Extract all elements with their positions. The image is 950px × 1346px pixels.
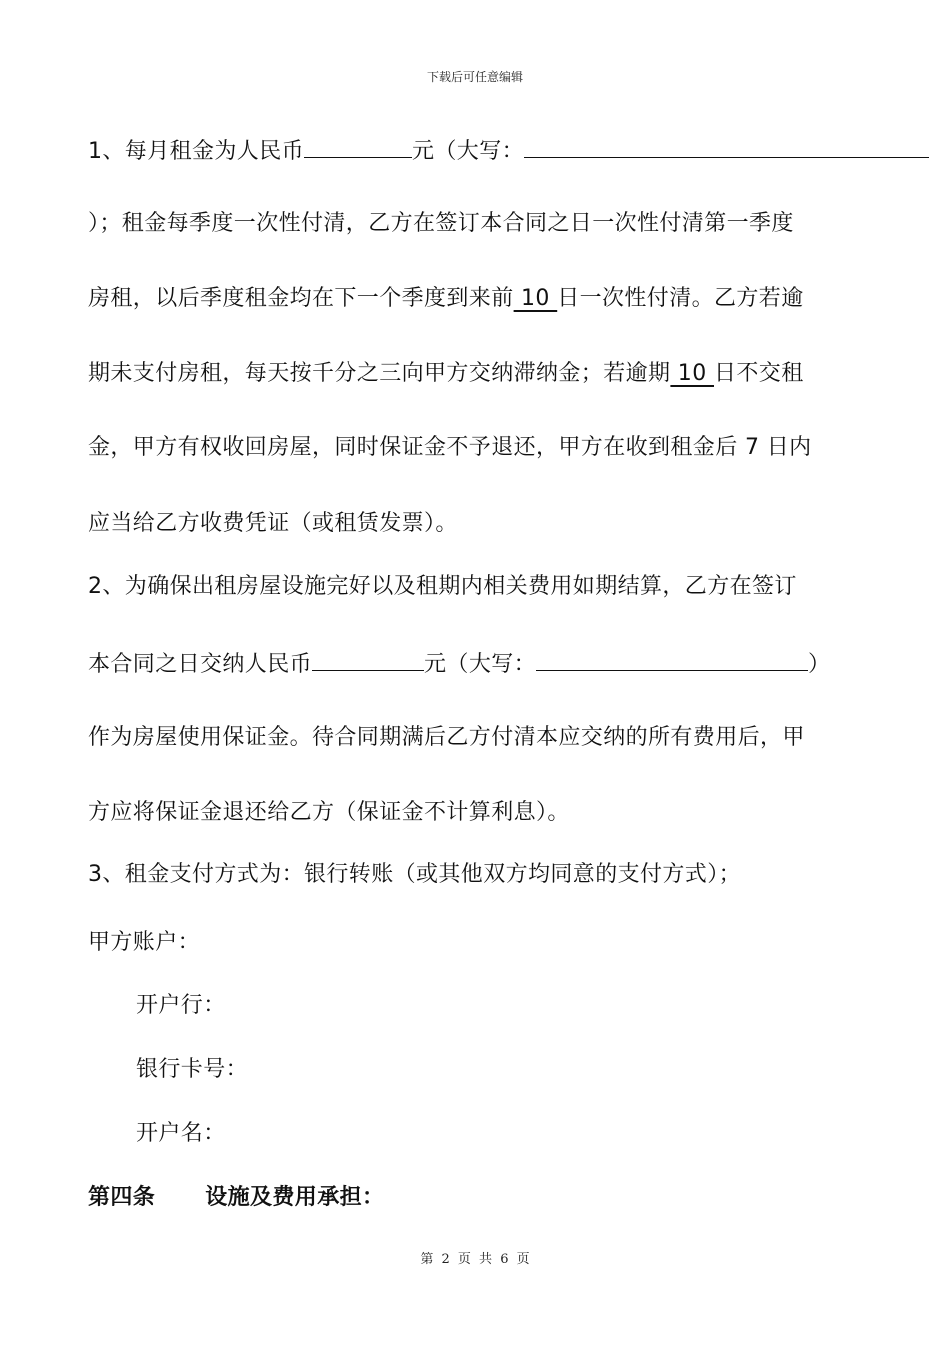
- rent-amount-blank: [304, 135, 412, 158]
- article4-heading: [88, 1183, 384, 1213]
- clause2-line4: 方应将保证金退还给乙方（保证金不计算利息）。: [88, 800, 570, 825]
- page-header-note: 下载后可任意编辑: [426, 70, 523, 84]
- clause1-line6: 应当给乙方收费凭证（或租赁发票）。: [88, 511, 458, 536]
- deposit-close-paren: ）: [808, 652, 831, 677]
- clause1-line1: [88, 135, 929, 167]
- party-a-account-title: 甲方账户：: [88, 930, 201, 955]
- clause1-line3-text: 房租，以后季度租金均在下一个季度到来前: [88, 286, 514, 311]
- clause2-line2: [88, 648, 830, 680]
- deposit-label: 本合同之日交纳人民币: [88, 652, 313, 677]
- clause1-line5: 金，甲方有权收回房屋，同时保证金不予退还，甲方在收到租金后 7 日内: [88, 435, 812, 460]
- clause1-line3-text-end: 日一次性付清。乙方若逾: [557, 286, 804, 311]
- deposit-uppercase-label: 元（大写：: [424, 652, 537, 677]
- deposit-uppercase-blank: [536, 648, 808, 671]
- deposit-amount-blank: [312, 648, 424, 671]
- page-number: 第 2 页 共 6 页: [420, 1252, 530, 1267]
- account-holder-label: 开户名：: [136, 1121, 226, 1146]
- card-number-label: 银行卡号：: [136, 1057, 249, 1082]
- clause1-uppercase-label: 元（大写：: [412, 139, 525, 164]
- article4-title: 设施及费用承担：: [205, 1185, 385, 1210]
- clause1-line2: ）；租金每季度一次性付清，乙方在签订本合同之日一次性付清第一季度: [88, 211, 794, 236]
- payment-days-value: 10: [513, 286, 558, 311]
- clause1-rent-label: 1、每月租金为人民币: [88, 139, 304, 164]
- clause1-line4-text: 期未支付房租，每天按千分之三向甲方交纳滞纳金；若逾期: [88, 361, 671, 386]
- bank-name-label: 开户行：: [136, 993, 226, 1018]
- clause2-line3: 作为房屋使用保证金。待合同期满后乙方付清本应交纳的所有费用后，甲: [88, 725, 805, 750]
- rent-uppercase-blank: [524, 135, 929, 158]
- clause3-line1: 3、租金支付方式为：银行转账（或其他双方均同意的支付方式）；: [88, 862, 741, 887]
- clause2-line1: 2、为确保出租房屋设施完好以及租期内相关费用如期结算，乙方在签订: [88, 574, 797, 599]
- article4-number: 第四条: [88, 1185, 156, 1210]
- clause1-line4-text-end: 日不交租: [714, 361, 804, 386]
- clause1-line4: [88, 359, 804, 389]
- overdue-days-value: 10: [670, 361, 714, 386]
- clause1-line3: [88, 284, 804, 314]
